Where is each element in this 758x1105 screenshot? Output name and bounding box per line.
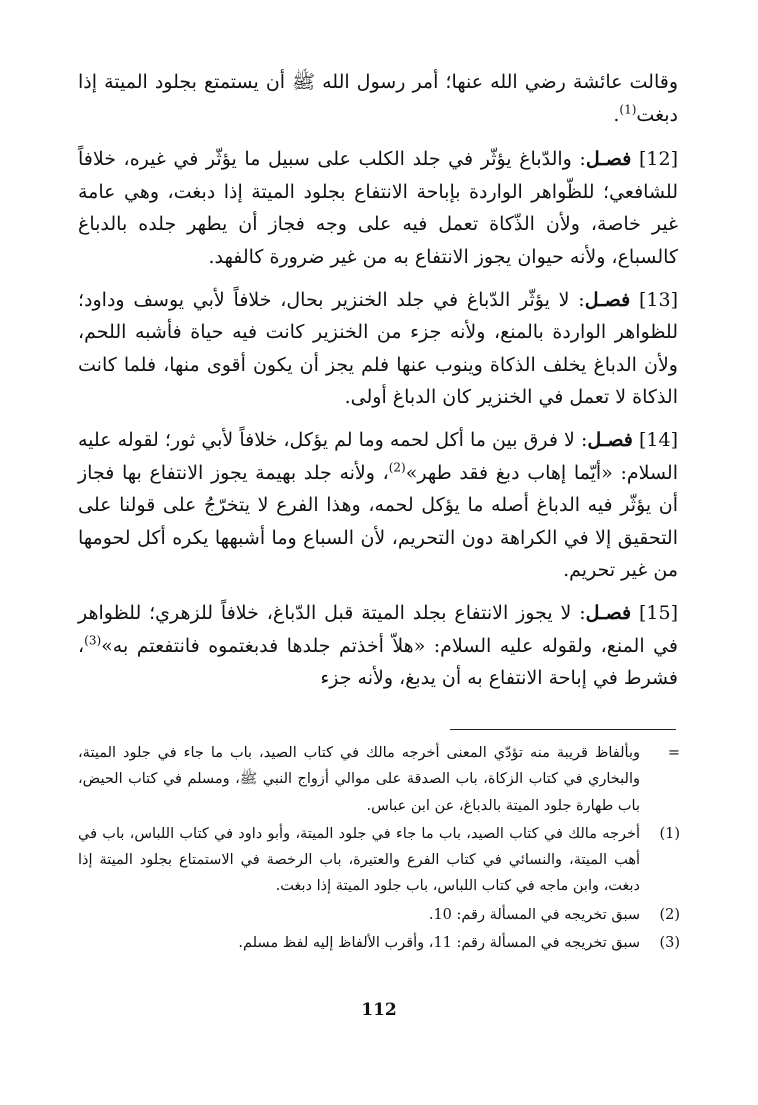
footnote-1	[78, 821, 680, 900]
section-label: فصـل	[585, 148, 632, 171]
paragraph-text-tail: ، فشرط في إباحة الانتفاع به أن يدبغ، ولأنه جزء	[78, 634, 678, 690]
section-label: فصـل	[584, 288, 631, 311]
paragraph-text-tail: ، ولأنه جلد بهيمة يجوز الانتفاع بها فجاز أن يؤثّر فيه الدباغ أصله ما يؤكل لحمه، وهذا الفرع لا يتخرّجُ على قولنا على التحقيق إلا في الكراهة دون التحريم، لأن السباع وما أشبهها يكره أكل لحومها من غير تحريم.	[78, 461, 678, 582]
section-12	[78, 143, 678, 273]
footnotes	[78, 740, 680, 958]
footnote-text: سبق تخريجه في المسألة رقم: 11، وأقرب الألفاظ إليه لفظ مسلم.	[238, 935, 640, 952]
footnote-ref[interactable]: (3)	[84, 633, 102, 648]
main-text	[78, 66, 678, 705]
footnote-text: أخرجه مالك في كتاب الصيد، باب ما جاء في جلود الميتة، وأبو داود في كتاب اللباس، باب في أهب الميتة، والنسائي في كتاب الفرع والعتيرة، باب الرخصة في الاستمتاع بجلود الميتة إذا دبغت، وابن ماجه في كتاب اللباس، باب جلود الميتة إذا دبغت.	[78, 825, 640, 895]
footnote-marker: (1)	[659, 825, 680, 842]
footnote-ref[interactable]: (2)	[388, 460, 406, 475]
section-number: [13]	[638, 288, 678, 311]
section-number: [12]	[638, 148, 678, 171]
section-label: فصـل	[587, 428, 633, 451]
paragraph-text: : لا يؤثّر الدّباغ في جلد الخنزير بحال، خلافاً لأبي يوسف وداود؛ للظواهر الواردة بالمنع، ولأنه جزء من الخنزير كانت فيه حياة فأشبه اللحم، ولأن الدباغ يخلف الذكاة وينوب عنها فلم يجز أن يكون أقوى منها، فلما كانت الذكاة لا تعمل في الخنزير كان الدباغ أولى.	[78, 288, 678, 409]
paragraph-text: وقالت عائشة رضي الله عنها؛ أمر رسول الله ﷺ أن يستمتع بجلود الميتة إذا دبغت	[78, 71, 678, 126]
footnote-divider	[450, 729, 676, 730]
paragraph-intro	[78, 66, 678, 131]
section-13	[78, 284, 678, 414]
footnote-text: وبألفاظ قريبة منه تؤدّي المعنى أخرجه مالك في كتاب الصيد، باب ما جاء في جلود الميتة، والبخاري في كتاب الزكاة، باب الصدقة على موالي أزواج النبي ﷺ، ومسلم في كتاب الحيض، باب طهارة جلود الميتة بالدباغ، عن ابن عباس.	[78, 745, 640, 814]
paragraph-text: : لا فرق بين ما أكل لحمه وما لم يؤكل، خلافاً لأبي ثور؛ لقوله عليه السلام: «أيّما إهاب دبغ فقد طهر»	[78, 428, 678, 484]
page-number: 112	[361, 1000, 397, 1020]
footnote-marker: (3)	[659, 935, 680, 952]
footnote-ref[interactable]: (1)	[619, 102, 637, 117]
footnote-marker: =	[667, 745, 680, 761]
section-15	[78, 597, 678, 695]
paragraph-text-tail: .	[613, 103, 620, 126]
footnote-text: سبق تخريجه في المسألة رقم: 10.	[428, 906, 640, 923]
footnote-marker: (2)	[659, 906, 680, 923]
section-label: فصـل	[585, 601, 632, 624]
footnote-continued	[78, 740, 680, 819]
section-14	[78, 424, 678, 587]
section-number: [15]	[638, 601, 678, 624]
footnote-2	[78, 902, 680, 928]
paragraph-text: : والدّباغ يؤثّر في جلد الكلب على سبيل ما يؤثّر في غيره، خلافاً للشافعي؛ للظّواهر الواردة بإباحة الانتفاع بجلود الميتة إذا دبغت، وهي عامة غير خاصة، ولأن الذّكاة تعمل فيه على وجه فجاز أن يطهر جلده بالدباغ كالسباع، ولأنه حيوان يجوز الانتفاع به من غير ضرورة كالفهد.	[78, 148, 678, 268]
section-number: [14]	[638, 428, 678, 451]
paragraph-text: : لا يجوز الانتفاع بجلد الميتة قبل الدّباغ، خلافاً للزهري؛ للظواهر في المنع، ولقوله عليه السلام: «هلاّ أخذتم جلدها فدبغتموه فانتفعتم به»	[78, 601, 678, 657]
footnote-3	[78, 930, 680, 956]
